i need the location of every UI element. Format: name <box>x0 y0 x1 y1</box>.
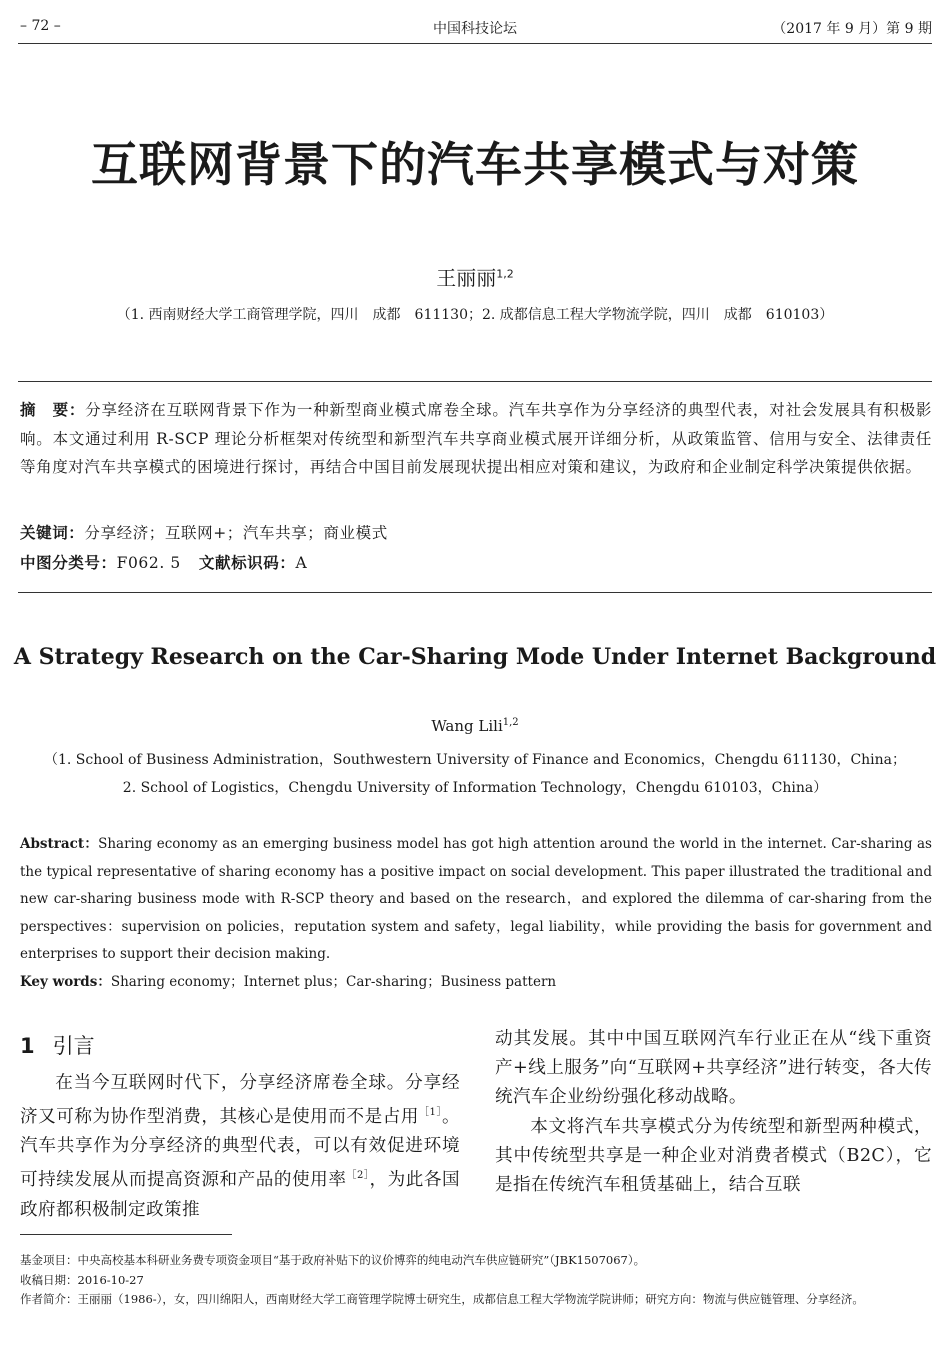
footnote-fund: 基金项目：中央高校基本科研业务费专项资金项目“基于政府补贴下的议价博弈的纯电动汽车供应链研究”（JBK1507067）。 <box>20 1253 646 1267</box>
author-cn <box>0 262 950 291</box>
keywords-en-label: Key words： <box>20 974 111 990</box>
doc-code-value: A <box>295 554 308 572</box>
abstract-top-rule <box>18 381 932 382</box>
clc-value: F062. 5 <box>116 554 181 572</box>
header-rule <box>18 43 932 44</box>
journal-name: 中国科技论坛 <box>433 21 517 37</box>
clc-label: 中图分类号： <box>20 554 117 572</box>
keywords-cn <box>20 519 932 548</box>
classification-line <box>20 549 932 578</box>
keywords-cn-label: 关键词： <box>20 524 85 542</box>
doc-code-label: 文献标识码： <box>198 554 296 572</box>
section-1-number: 1 <box>20 1034 35 1058</box>
title-cn: 互联网背景下的汽车共享模式与对策 <box>91 138 859 193</box>
author-en <box>0 717 950 735</box>
abstract-cn-label: 摘 要： <box>20 401 86 419</box>
footnote-received: 收稿日期：2016-10-27 <box>20 1272 144 1287</box>
intro-paragraph-1 <box>20 1069 460 1225</box>
author-en-sup: 1,2 <box>502 717 519 728</box>
keywords-en-text: Sharing economy；Internet plus；Car-sharing；Business pattern <box>110 974 557 990</box>
footnote-rule <box>20 1234 232 1235</box>
intro-text-a: 在当今互联网时代下，分享经济席卷全球。分享经济又可称为协作型消费，其核心是使用而不是占用 <box>20 1073 460 1128</box>
keywords-en <box>20 969 932 997</box>
affiliation-en-line1: （1. School of Business Administration，Southwestern University of Finance and Economics，Chengdu 611130，China； <box>43 752 907 768</box>
citation-1: ［1］ <box>419 1107 442 1119</box>
abstract-bottom-rule <box>18 592 932 593</box>
intro-text-b: 。汽车共享作为分享经济的典型代表，可以有效促进环境可持续发展从而提高资源和产品的使用率 <box>20 1107 460 1191</box>
abstract-en <box>20 831 932 969</box>
affiliation-cn: （1. 西南财经大学工商管理学院，四川 成都 611130；2. 成都信息工程大学物流学院，四川 成都 610103） <box>116 307 834 323</box>
intro-paragraph-2: 本文将汽车共享模式分为传统型和新型两种模式，其中传统型共享是一种企业对消费者模式（B2C），它是指在传统汽车租赁基础上，结合互联 <box>495 1116 932 1196</box>
footnote-bio: 作者简介：王丽丽（1986-），女，四川绵阳人，西南财经大学工商管理学院博士研究生，成都信息工程大学物流学院讲师；研究方向：物流与供应链管理、分享经济。 <box>20 1292 864 1306</box>
keywords-cn-text: 分享经济；互联网+；汽车共享；商业模式 <box>84 524 388 542</box>
left-column <box>20 1069 460 1225</box>
abstract-cn-text: 分享经济在互联网背景下作为一种新型商业模式席卷全球。汽车共享作为分享经济的典型代表，对社会发展具有积极影响。本文通过利用 R-SCP 理论分析框架对传统型和新型汽车共享商业模式展开详细分析，从政策监管、信用与安全、法律责任等角度对汽车共享模式的困境进行探讨，再结合中国目前发展现状提出相应对策和建议，为政府和企业制定科学决策提供依据。 <box>20 401 932 476</box>
section-1-heading <box>20 1030 95 1060</box>
footnotes <box>20 1251 935 1310</box>
abstract-en-label: Abstract： <box>20 836 99 852</box>
affiliation-en-line2: 2. School of Logistics，Chengdu University of Information Technology，Chengdu 610103，China） <box>122 780 828 796</box>
section-1-title: 引言 <box>52 1034 95 1058</box>
intro-paragraph-1-cont: 动其发展。其中中国互联网汽车行业正在从“线下重资产+线上服务”向“互联网+共享经济”进行转变，各大传统汽车企业纷纷强化移动战略。 <box>495 1029 932 1108</box>
author-cn-name: 王丽丽 <box>436 266 497 290</box>
author-en-name: Wang Lili <box>431 717 503 735</box>
abstract-en-text: Sharing economy as an emerging business model has got high attention around the world in the internet. Car-sharing as the typical representative of sharing economy has a positive impact on social development. This paper illustrated the traditional and new car-sharing business mode with R-SCP theory and based on the research，and explored the dilemma of car-sharing from the perspectives：supervision on policies，reputation system and safety，legal liability，while providing the basis for government and enterprises to support their decision making. <box>20 836 932 963</box>
intro-text-c: ，为此各国政府都积极制定政策推 <box>20 1170 461 1220</box>
right-column <box>495 1025 932 1200</box>
page-number: – 72 – <box>20 18 61 34</box>
issue-info: （2017 年 9 月）第 9 期 <box>772 21 932 37</box>
title-en: A Strategy Research on the Car-Sharing Mode Under Internet Background <box>13 644 937 670</box>
abstract-cn <box>20 396 932 482</box>
citation-2: ［2］ <box>346 1170 370 1182</box>
author-cn-sup: 1,2 <box>496 267 514 281</box>
